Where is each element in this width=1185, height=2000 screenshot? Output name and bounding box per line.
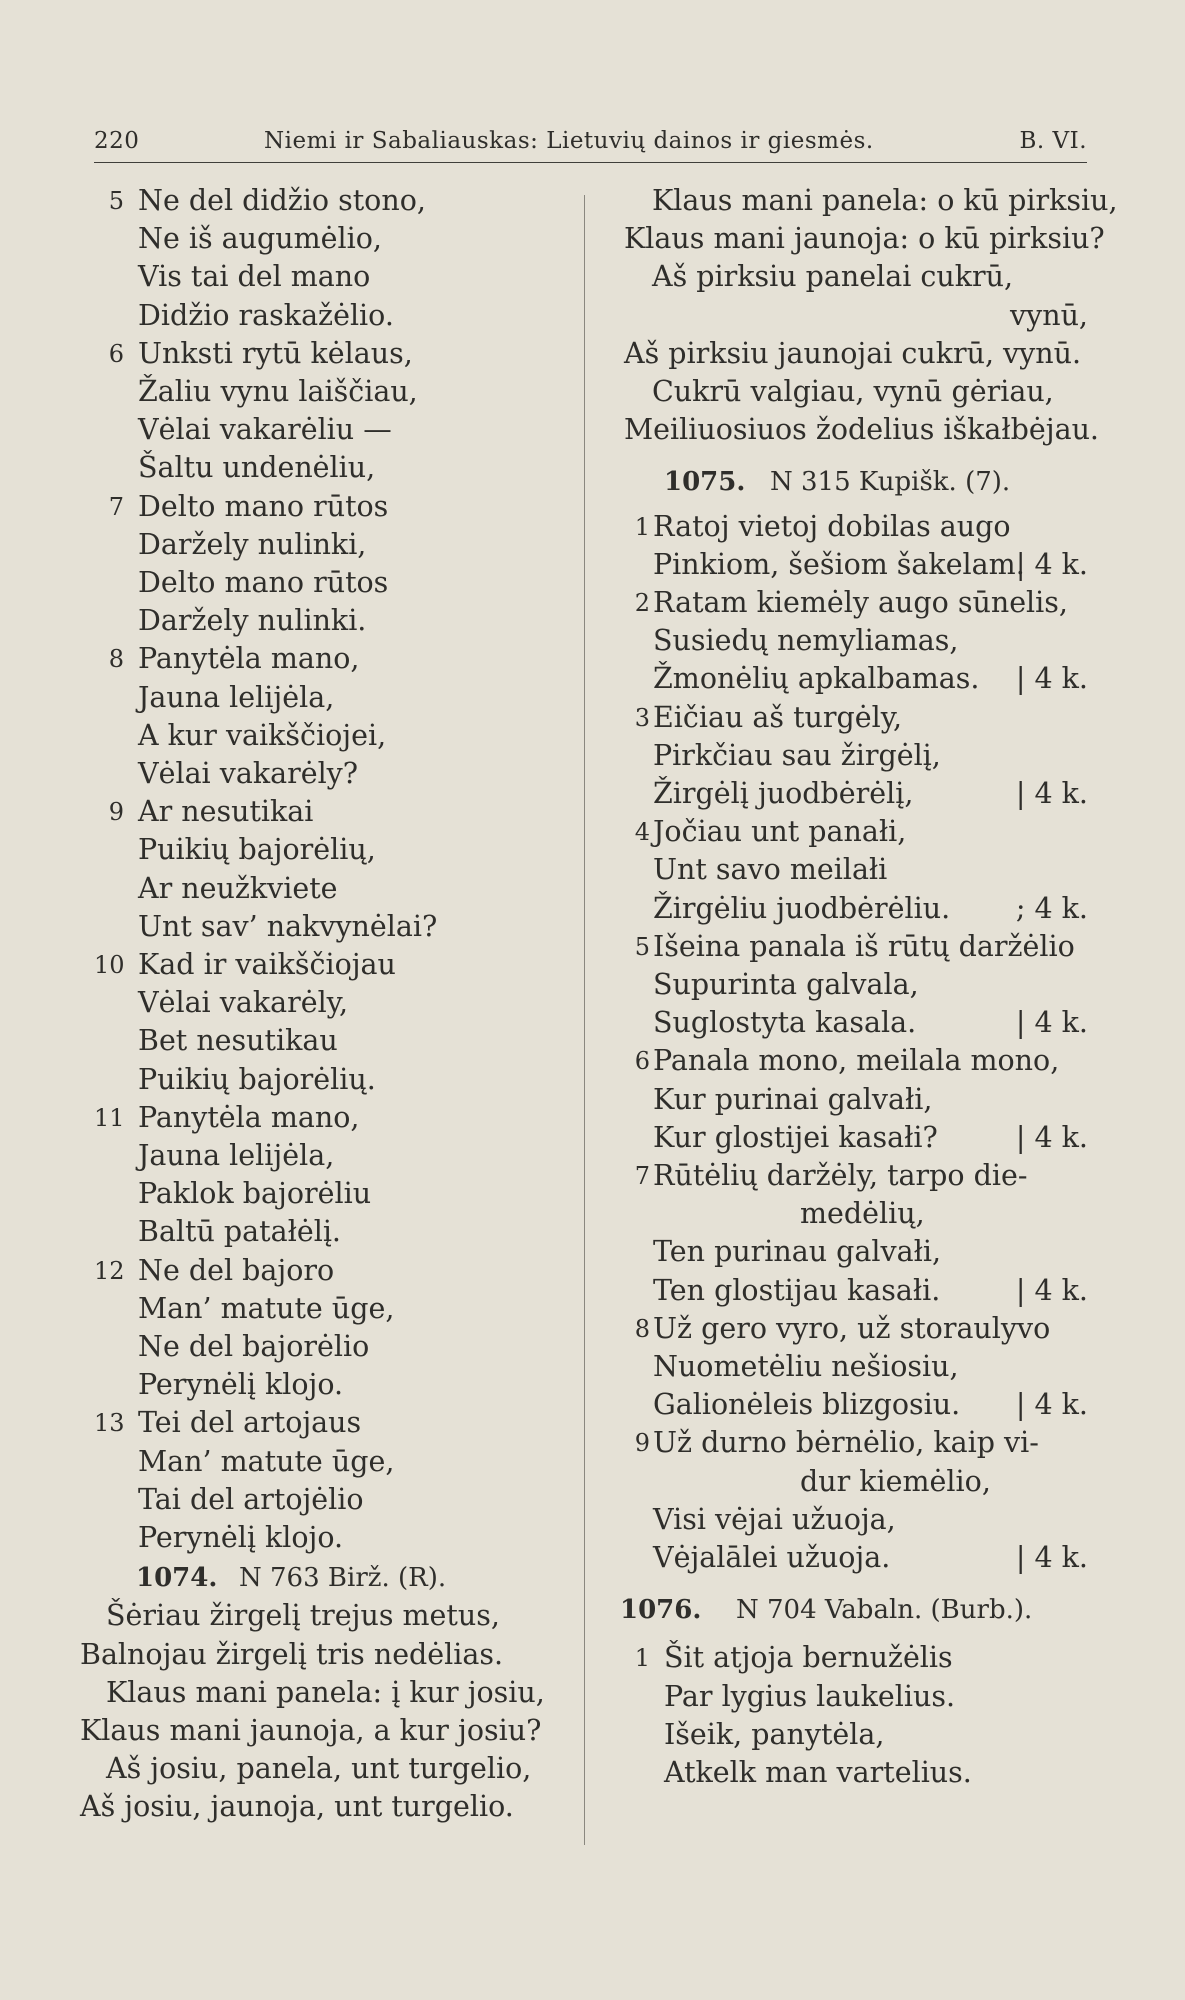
verse-text: Aš josiu, jaunoja, unt turgelio.	[80, 1790, 514, 1824]
verse-text: Panala mono, meilala mono,	[653, 1044, 1060, 1078]
verse-text: vynū,	[1010, 298, 1088, 332]
stanza-number: 9	[108, 798, 124, 827]
verse-text: Ne del bajorėlio	[138, 1330, 370, 1363]
verse-text: Žirgėliu juodbėrėliu.	[653, 891, 951, 925]
verse-text: Paklok bajorėliu	[138, 1177, 372, 1211]
verse-line	[620, 258, 1088, 296]
verse-line	[94, 984, 544, 1022]
verse-line	[94, 297, 544, 335]
verse-line	[620, 1004, 1088, 1042]
verse-line	[94, 526, 544, 564]
verse-text: Didžio raskažėlio.	[138, 298, 394, 332]
verse-line	[94, 1750, 544, 1788]
verse-line	[620, 1042, 1088, 1080]
verse-line	[94, 1674, 544, 1712]
verse-line	[620, 1754, 1088, 1792]
verse-text: Vėlai vakarėly,	[138, 986, 349, 1020]
verse-text: Rūtėlių daržėly, tarpo die-	[653, 1159, 1028, 1192]
verse-line	[620, 1539, 1088, 1577]
verse-text: Žmonėlių apkalbamas.	[653, 662, 980, 696]
verse-text: Už durno bėrnėlio, kaip vi-	[653, 1426, 1039, 1460]
song-heading	[94, 1559, 544, 1597]
verse-text: Išeik, panytėla,	[664, 1717, 885, 1751]
verse-line	[94, 1175, 544, 1213]
verse-text: Vis tai del mano	[138, 260, 371, 294]
verse-line	[620, 1386, 1088, 1424]
verse-line	[620, 660, 1088, 698]
verse-text: Ratam kiemėly augo sūnelis,	[653, 586, 1068, 619]
verse-line	[94, 182, 544, 220]
verse-line	[620, 584, 1088, 622]
stanza-number: 8	[108, 645, 124, 674]
song-heading	[620, 1591, 1088, 1629]
verse-line	[94, 1597, 544, 1635]
verse-line	[94, 1252, 544, 1290]
verse-text: Kur purinai galvałi,	[653, 1082, 933, 1116]
verse-text: Pinkiom, šešiom šakelam.	[653, 547, 1025, 581]
verse-line	[94, 449, 544, 487]
page-number: 220	[94, 128, 140, 154]
verse-line	[620, 737, 1088, 775]
verse-line	[620, 1081, 1088, 1119]
section-mark: B. VI.	[1019, 128, 1087, 154]
verse-text: Pirkčiau sau žirgėlį,	[653, 738, 941, 772]
verse-line	[620, 890, 1088, 928]
verse-text: Unksti rytū kėlaus,	[138, 336, 413, 370]
stanza-number: 1	[634, 512, 650, 541]
verse-text: Balnojau žirgelį tris nedėlias.	[80, 1637, 504, 1671]
verse-line	[94, 831, 544, 869]
verse-text: Supurinta galvala,	[653, 968, 919, 1001]
verse-line	[620, 220, 1105, 258]
verse-text: Klaus mani jaunoja, a kur josiu?	[80, 1714, 542, 1747]
verse-line	[94, 870, 544, 908]
verse-line	[94, 1022, 544, 1060]
verse-line	[94, 908, 544, 946]
verse-text: Unt sav’ nakvynėlai?	[138, 909, 438, 943]
verse-line	[94, 1366, 544, 1404]
verse-line	[620, 1272, 1088, 1310]
verse-line	[620, 1157, 1088, 1195]
repeat-mark: | 4 k.	[1015, 547, 1088, 581]
repeat-mark: | 4 k.	[1015, 1388, 1088, 1422]
verse-line	[620, 1463, 1088, 1501]
verse-line	[94, 946, 544, 984]
verse-line	[620, 1639, 1088, 1677]
verse-text: Tei del artojaus	[138, 1406, 362, 1440]
verse-text: Cukrū valgiau, vynū gėriau,	[652, 375, 1054, 408]
verse-line	[620, 508, 1088, 546]
verse-line	[94, 258, 544, 296]
verse-text: Klaus mani panela: į kur josiu,	[106, 1675, 545, 1709]
verse-text: Unt savo meilałi	[653, 853, 888, 887]
verse-text: Šit atjoja bernužėlis	[664, 1641, 953, 1675]
verse-text: Šaltu undenėliu,	[138, 451, 376, 485]
song-source: N 315 Kupišk. (7).	[770, 467, 1011, 498]
verse-text: Žirgėlį juodbėrėlį,	[653, 777, 914, 810]
stanza-number: 6	[108, 339, 124, 368]
verse-text: Ten glostijau kasałi.	[653, 1273, 941, 1307]
stanza-number: 8	[634, 1314, 650, 1343]
song-number: 1074.	[136, 1563, 218, 1594]
verse-line	[94, 564, 544, 602]
verse-text: Ne del bajoro	[138, 1253, 335, 1287]
stanza-number: 4	[634, 818, 650, 847]
verse-line	[620, 1119, 1088, 1157]
stanza-number: 10	[94, 951, 125, 979]
song-heading	[620, 463, 1088, 501]
verse-line	[620, 182, 1118, 220]
song-source: N 704 Vabaln. (Burb.).	[736, 1595, 1033, 1626]
verse-line	[620, 1678, 1088, 1716]
verse-line	[94, 1290, 544, 1328]
verse-text: Delto mano rūtos	[138, 489, 389, 523]
verse-line	[94, 411, 544, 449]
verse-line	[94, 793, 544, 831]
verse-text: Tai del artojėlio	[138, 1482, 364, 1516]
running-header	[94, 128, 1087, 163]
verse-line	[94, 602, 544, 640]
repeat-mark: ; 4 k.	[1015, 891, 1088, 925]
verse-text: Man’ matute ūge,	[138, 1444, 395, 1478]
stanza-number: 3	[634, 703, 650, 732]
verse-line	[620, 1424, 1088, 1462]
stanza-number: 9	[634, 1429, 650, 1458]
verse-line	[94, 1137, 544, 1175]
verse-text: Kur glostijei kasałi?	[653, 1120, 938, 1154]
stanza-number: 5	[634, 932, 650, 961]
verse-text: Ar nesutikai	[138, 795, 314, 829]
stanza-number: 2	[634, 589, 650, 617]
verse-text: Aš pirksiu jaunojai cukrū, vynū.	[624, 336, 1082, 370]
verse-line	[94, 755, 544, 793]
verse-text: Vėlai vakarėliu —	[138, 413, 392, 447]
stanza-number: 7	[108, 492, 124, 521]
stanza-number: 6	[634, 1047, 650, 1076]
verse-text: Kad ir vaikščiojau	[138, 948, 396, 981]
song-number: 1076.	[620, 1595, 702, 1626]
verse-text: dur kiemėlio,	[800, 1464, 991, 1498]
verse-text: Vėjalālei užuoja.	[653, 1541, 891, 1574]
verse-line	[94, 1213, 544, 1251]
repeat-mark: | 4 k.	[1015, 1006, 1088, 1040]
verse-text: Ne del didžio stono,	[138, 184, 426, 217]
stanza-number: 1	[634, 1644, 650, 1673]
verse-text: Visi vėjai užuoja,	[653, 1502, 896, 1536]
verse-text: Puikių bajorėlių,	[138, 833, 376, 867]
verse-text: Ten purinau galvałi,	[653, 1235, 942, 1269]
verse-line	[94, 1443, 544, 1481]
verse-text: Ne iš augumėlio,	[138, 222, 382, 256]
verse-text: Panytėla mano,	[138, 642, 360, 676]
verse-line	[620, 699, 1088, 737]
verse-text: Vėlai vakarėly?	[138, 757, 359, 790]
verse-line	[620, 1233, 1088, 1271]
running-title: Niemi ir Sabaliauskas: Lietuvių dainos ir giesmės.	[264, 128, 874, 154]
song-number: 1075.	[664, 467, 746, 498]
verse-line	[94, 717, 544, 755]
verse-text: Už gero vyro, už storaulyvo	[653, 1311, 1051, 1345]
verse-text: Panytėla mano,	[138, 1100, 360, 1134]
verse-text: Baltū patałėlį.	[138, 1215, 341, 1249]
verse-text: Klaus mani panela: o kū pirksiu,	[652, 184, 1118, 217]
verse-line	[94, 1404, 544, 1442]
verse-line	[94, 1328, 544, 1366]
verse-text: Išeina panala iš rūtų daržėlio	[653, 929, 1075, 963]
verse-line	[620, 373, 1088, 411]
verse-text: Bet nesutikau	[138, 1024, 338, 1058]
verse-line	[80, 1636, 544, 1674]
verse-text: Jočiau unt panałi,	[653, 815, 907, 849]
verse-line	[620, 1348, 1088, 1386]
verse-text: Daržely nulinki,	[138, 527, 367, 561]
stanza-number: 12	[94, 1256, 125, 1285]
repeat-mark: | 4 k.	[1015, 1273, 1088, 1307]
verse-line	[94, 640, 544, 678]
stanza-number: 5	[108, 187, 124, 215]
verse-line	[94, 488, 544, 526]
verse-line	[620, 297, 1088, 335]
verse-text: Perynėlį klojo.	[138, 1521, 344, 1554]
verse-line	[94, 679, 544, 717]
verse-text: Meiliuosiuos žodelius iškałbėjau.	[624, 413, 1099, 447]
verse-text: Man’ matute ūge,	[138, 1291, 395, 1325]
verse-text: A kur vaikščiojei,	[138, 718, 387, 752]
verse-line	[620, 546, 1088, 584]
verse-line	[620, 411, 1099, 449]
verse-line	[94, 1481, 544, 1519]
verse-text: Daržely nulinki.	[138, 604, 367, 638]
verse-line	[620, 966, 1088, 1004]
stanza-number: 7	[634, 1162, 650, 1190]
verse-text: Delto mano rūtos	[138, 566, 389, 599]
verse-line	[620, 335, 1088, 373]
verse-text: Aš pirksiu panelai cukrū,	[652, 260, 1014, 294]
verse-line	[94, 1519, 544, 1557]
verse-text: Perynėlį klojo.	[138, 1368, 344, 1402]
verse-text: Jauna lelijėla,	[138, 1139, 335, 1172]
stanza-number: 13	[94, 1409, 125, 1438]
verse-text: Puikių bajorėlių.	[138, 1062, 376, 1096]
verse-line	[94, 1061, 544, 1099]
verse-line	[80, 1788, 544, 1826]
verse-line	[94, 1099, 544, 1137]
repeat-mark: | 4 k.	[1015, 662, 1088, 696]
verse-line	[620, 1501, 1088, 1539]
verse-text: Suglostyta kasala.	[653, 1006, 917, 1040]
verse-text: Šėriau žirgelį trejus metus,	[106, 1599, 500, 1633]
verse-text: Par lygius laukelius.	[664, 1679, 956, 1713]
verse-text: Jauna lelijėla,	[138, 680, 335, 714]
repeat-mark: | 4 k.	[1015, 777, 1088, 810]
stanza-number: 11	[94, 1103, 125, 1132]
verse-text: Atkelk man vartelius.	[664, 1756, 972, 1789]
verse-line	[94, 335, 544, 373]
verse-line	[620, 813, 1088, 851]
verse-line	[620, 851, 1088, 889]
verse-line	[620, 1716, 1088, 1754]
verse-line	[94, 373, 544, 411]
verse-text: Ratoj vietoj dobilas augo	[653, 509, 1011, 543]
verse-line	[620, 928, 1088, 966]
verse-line	[620, 622, 1088, 660]
verse-text: Žaliu vynu laiščiau,	[138, 375, 418, 408]
verse-text: Eičiau aš turgėly,	[653, 700, 903, 734]
verse-line	[80, 1712, 544, 1750]
verse-text: Aš josiu, panela, unt turgelio,	[106, 1752, 532, 1786]
verse-text: Galionėleis blizgosiu.	[653, 1388, 961, 1422]
verse-text: Susiedų nemyliamas,	[653, 624, 959, 658]
verse-line	[620, 775, 1088, 813]
verse-text: Ar neužkviete	[138, 871, 338, 905]
repeat-mark: | 4 k.	[1015, 1120, 1088, 1154]
verse-text: Klaus mani jaunoja: o kū pirksiu?	[624, 222, 1105, 256]
repeat-mark: | 4 k.	[1015, 1541, 1088, 1574]
verse-line	[620, 1195, 1088, 1233]
verse-text: medėlių,	[800, 1197, 925, 1231]
verse-line	[94, 220, 544, 258]
song-source: N 763 Birž. (R).	[239, 1563, 447, 1594]
verse-line	[620, 1310, 1088, 1348]
verse-text: Nuometėliu nešiosiu,	[653, 1350, 959, 1383]
column-divider	[584, 195, 585, 1845]
